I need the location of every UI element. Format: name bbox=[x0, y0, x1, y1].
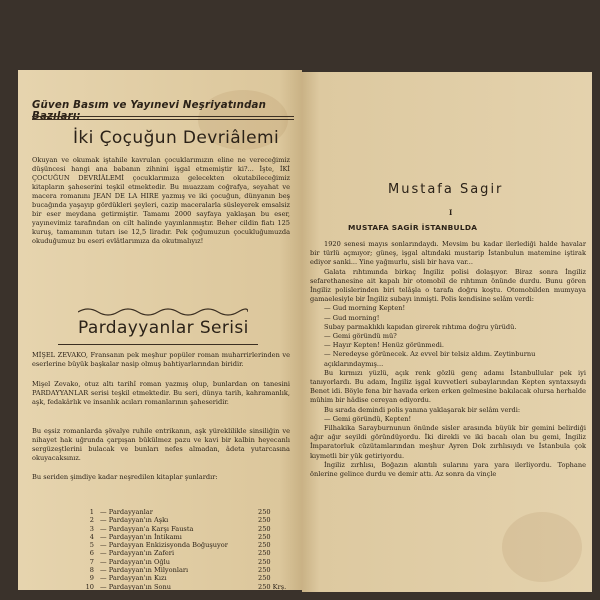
header-rule-thin bbox=[32, 119, 294, 120]
book-list-item: 7 — Pardayyan'ın Oğlu 250 bbox=[89, 557, 271, 566]
publisher-header: Güven Basım ve Yayınevi Neşriyatından Bazıları: bbox=[32, 100, 267, 122]
chapter-paragraph: İngiliz zırhlısı, Boğazın akıntılı sularını yara yara ilerliyordu. Tophane önlerine gelince durdu ve demir attı. Az sonra da vinçle bbox=[310, 460, 586, 479]
chapter-paragraph: — Neredeyse görünecek. Az evvel bir telsiz aldım. Zeytinburnu açıklarındaymış... bbox=[324, 350, 536, 368]
book-list-item: 6 — Pardayyan'ın Zaferi 250 bbox=[89, 549, 271, 558]
paper-stain bbox=[502, 512, 582, 582]
chapter-number: I bbox=[449, 208, 453, 217]
book-list-item: 5 — Pardayyan Enkizisyonda Boğuşuyor 250 bbox=[89, 541, 271, 550]
book-list-item: 3 — Pardayyan'a Karşı Fausta 250 bbox=[89, 524, 271, 533]
book-list-item: 10 — Pardayyan'ın Sonu 250 Krş. bbox=[85, 582, 287, 590]
book-list-item: 8 — Pardayyan'ın Milyonları 250 bbox=[89, 566, 271, 575]
pardayyan-intro: MİŞEL ZEVAKO, Fransanın pek meşhur popüler roman muharrirlerinden ve eserlerine büyük başkalar nasip olmuş bahtiyarlarından biridir. bbox=[32, 351, 290, 368]
pardayyan-paragraph-2: Mişel Zevako, otuz altı tarihî roman yazmış olup, bunlardan on tanesini PARDAYYANLAR serisi teşkil etmektedir. Bu seri, dünya tarih, kahramanlık, aşk, fedakârlık ve insanlık acıları romanlarının şaheseridir. bbox=[32, 380, 290, 406]
chapter-title: MUSTAFA SAGİR İSTANBULDA bbox=[348, 223, 478, 232]
left-page bbox=[18, 70, 302, 590]
chapter-paragraph: Galata rıhtımında birkaç İngiliz polisi dolaşıyor. Biraz sonra İngiliz sefarethanesine ait kapalı bir otomobil de rıhtımın önünde durdu. Bunu gören İngiliz polislerinden biri telâşla o tarafa doğru koştu. Otomobilden mumyaya gamaelesiyle bir İngiliz subayı inmişti. Polis kendisine selâm verdi: bbox=[310, 267, 586, 304]
section-body-iki-cocugun: Okuyan ve okumak iştahile kavrulan çocuklarımızın eline ne vereceğimiz düşüncesi hangi ana babanın zihnini işgal etmemiştir ki?... İşte, İKİ ÇOCUĞUN DEVRİÂLEMİ çocuklarımıza gelecekten okutabileceğimiz kitapların şaheserini teşkil etmektedir. Bu muazzam coğrafya, seyahat ve macera romanını JEAN DE LA HIRE yazmış ve iki çocuğun, dünyanın beş bucağında yaşayıp gördükleri şeyleri, cazip maceralarla süsleyerek emsalsiz bir eser meydana getirmiştir. Tamamı 2000 sayfaya yaklaşan bu eser, yayınevimiz tarafından on cilt halinde yayınlanmıştır. Beher cildin fiatı 125 kuruş, tamamının tutarı ise 12,5 liradır. Pek çoğumuzun çocukluğumuzda okuduğumuz bu eseri evlâtlarımıza da okutmalıyız! bbox=[32, 156, 290, 245]
chapter-paragraph: Subay parmaklıklı kapıdan girerek rıhtıma doğru yürüdü. bbox=[324, 322, 517, 331]
chapter-paragraph: — Gud morning! bbox=[324, 313, 380, 322]
book-list bbox=[78, 508, 292, 590]
chapter-paragraph: — Gemi göründü, Kepten! bbox=[324, 414, 412, 423]
book-list-item: 9 — Pardayyan'ın Kızı 250 bbox=[89, 574, 271, 583]
pardayyan-list-intro: Bu seriden şimdiye kadar neşredilen kitaplar şunlardır: bbox=[32, 473, 218, 481]
header-rule bbox=[32, 116, 294, 117]
book-list-item: 4 — Pardayyan'ın İntikamı 250 bbox=[89, 532, 271, 541]
book-list-item: 2 — Pardayyan'ın Aşkı 250 bbox=[89, 516, 271, 525]
chapter-paragraph: — Hayır Kepten! Henüz görünmedi. bbox=[324, 341, 445, 350]
chapter-paragraph: — Gud morning Kepten! bbox=[324, 304, 406, 313]
chapter-book-title: Mustafa Sagir bbox=[388, 182, 504, 197]
chapter-paragraph: 1920 senesi mayıs sonlarındaydı. Mevsim bu kadar ilerlediği halde havalar bir türlü açmıyor; güneş, işgal altındaki mustarip İstanbulun matemine iştirak ediyor sanki... Yine yağmurlu, sisli bir hava var... bbox=[310, 240, 586, 267]
pardayyan-paragraph-3: Bu eşsiz romanlarda şövalye ruhile entrikanın, aşk yüreklilikle sinsiliğin ve nihayet hak uğrunda çarpışan bükülmez pazu ve kavi bir kalbin heyecanlı sergüzeştlerini bulacak ve bunları nefes almadan, âdeta yutarcasına okuyacaksınız. bbox=[32, 427, 290, 462]
chapter-paragraph: Filhakika Sarayburnunun önünde sisler arasında büyük bir gemini belirdiği ağır ağır seyildi göründüyordu. İki direkli ve iki bacalı olan bu gemi, İngiliz İmparatorluk cüzütamlarından meşhur Ayren Dok zırhlısıydı ve İstanbula çok kıymetli bir yük getiriyordu. bbox=[310, 424, 586, 460]
chapter-paragraph: — Gemi göründü mü? bbox=[324, 332, 397, 341]
book-list-item: 1 — Pardayyanlar 250 bbox=[89, 508, 271, 516]
chapter-body bbox=[310, 240, 586, 479]
chapter-paragraph: Bu kırmızı yüzlü, açık renk gözlü genç adamı İstanbullular pek iyi tanıyorlardı. Bu adam, İngiliz işgal kuvvetleri subaylarından Kepten syntaxsıydı Benet idi. Böyle fena bir havada erken erken gelmesine bakılacak olursa herhalde mühim bir hâdise cereyan ediyordu. bbox=[310, 368, 586, 405]
section-title-iki-cocugun: İki Çoçuğun Devriâlemi bbox=[73, 128, 280, 148]
decorative-wave-divider bbox=[78, 306, 248, 318]
chapter-paragraph: Bu sırada demindi polis yanına yaklaşarak bir selâm verdi: bbox=[324, 405, 521, 414]
section-title-pardayyanlar: Pardayyanlar Serisi bbox=[78, 318, 249, 338]
section-rule bbox=[58, 344, 258, 345]
right-page bbox=[302, 72, 592, 592]
